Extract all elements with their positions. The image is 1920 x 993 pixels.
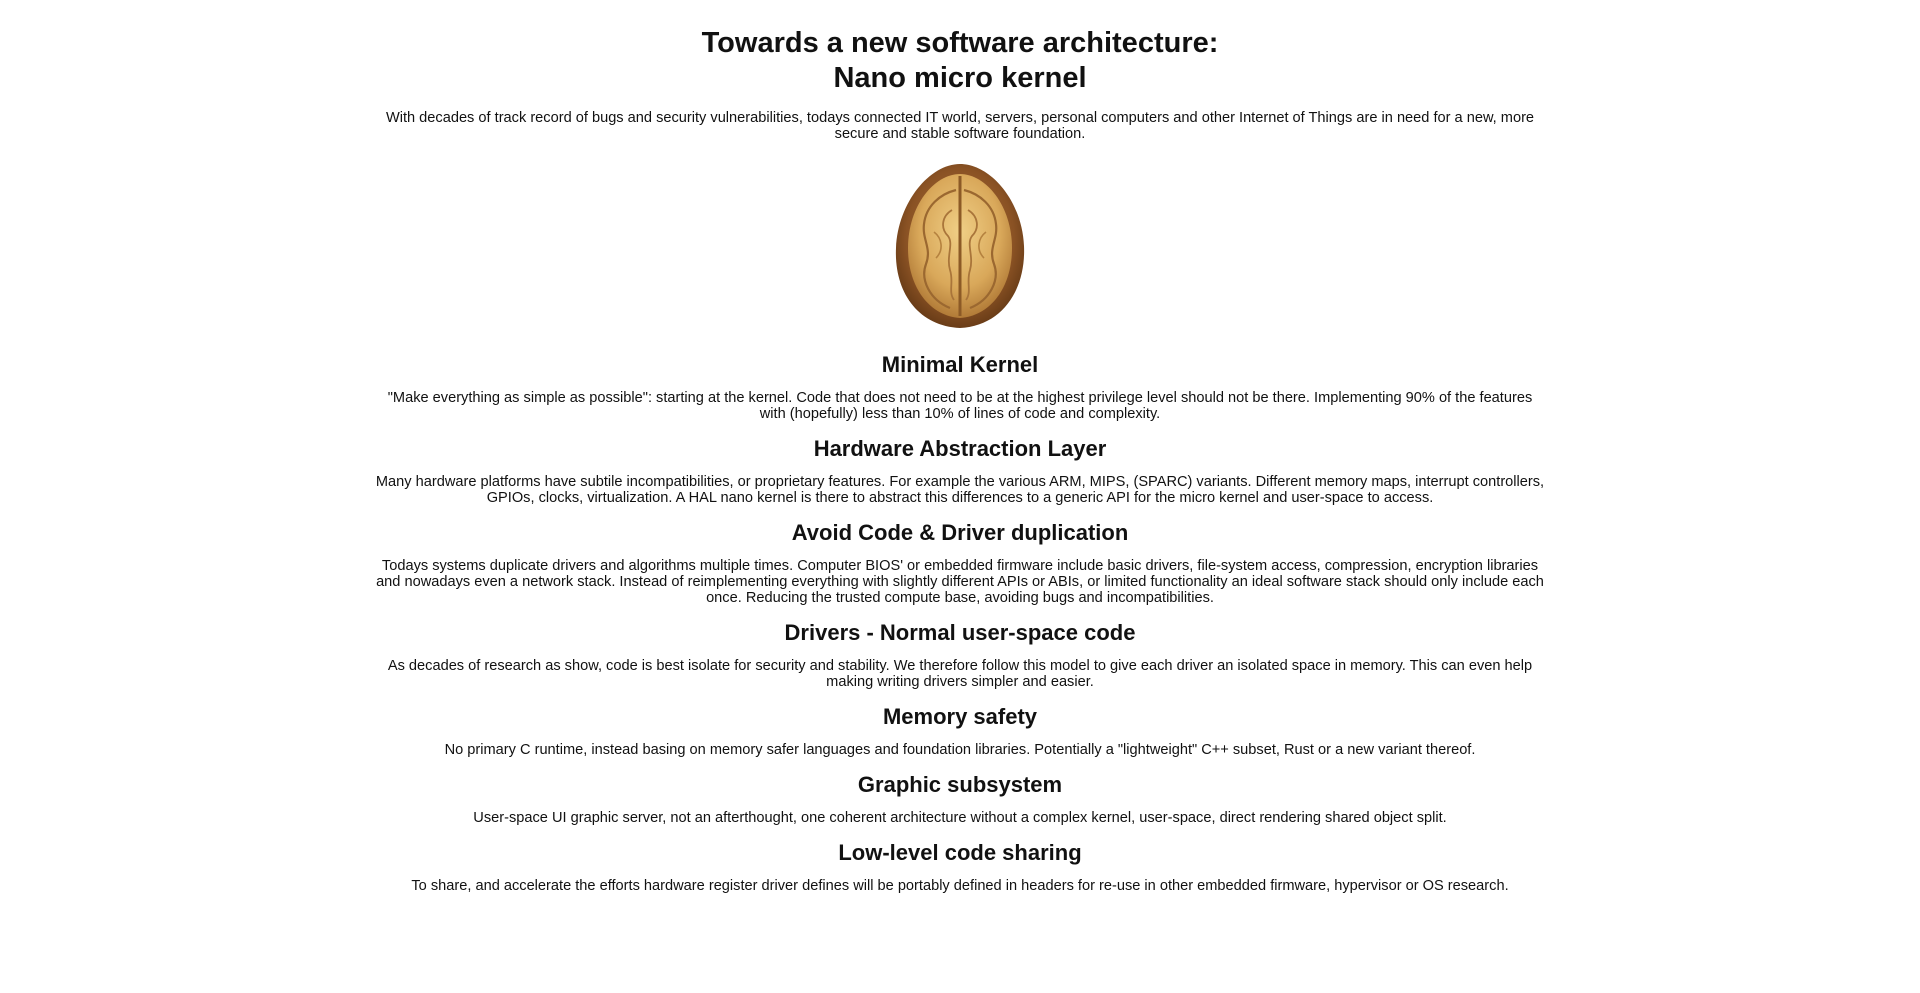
section-avoid-duplication bbox=[375, 520, 1545, 620]
section-title: Memory safety bbox=[882, 704, 1038, 729]
section-text: Todays systems duplicate drivers and algorithms multiple times. Computer BIOS' or embedded firmware include basic drivers, file-system access, compression, encryption libraries and nowadays even a network stack. Instead of reimplementing everything with slightly different APIs or ABIs, or limited functionality an ideal software stack should only include each once. Reducing the trusted compute base, avoiding bugs and incompatibilities. bbox=[376, 558, 1544, 606]
section-title: Drivers - Normal user-space code bbox=[784, 620, 1136, 645]
walnut-icon bbox=[890, 160, 1030, 332]
page-title-line-1: Towards a new software architecture: bbox=[701, 27, 1219, 59]
section-text: No primary C runtime, instead basing on memory safer languages and foundation libraries. Potentially a "lightweight" C++ subset, Rust or a new variant thereof. bbox=[444, 742, 1476, 758]
section-text: "Make everything as simple as possible": starting at the kernel. Code that does not need to be at the highest privilege level should not be there. Implementing 90% of the features with (hopefully) less than 10% of lines of code and complexity. bbox=[387, 390, 1533, 422]
section-minimal-kernel bbox=[375, 352, 1545, 436]
section-memory-safety bbox=[375, 704, 1545, 772]
section-drivers-user-space bbox=[375, 620, 1545, 704]
section-low-level-code-sharing bbox=[375, 840, 1545, 908]
page-title-line-2: Nano micro kernel bbox=[833, 62, 1087, 94]
page-title bbox=[702, 26, 1219, 96]
section-text: To share, and accelerate the efforts hardware register driver defines will be portably defined in headers for re-use in other embedded firmware, hypervisor or OS research. bbox=[411, 878, 1509, 894]
sections bbox=[375, 352, 1545, 908]
section-title: Low-level code sharing bbox=[838, 840, 1082, 865]
section-text: User-space UI graphic server, not an afterthought, one coherent architecture without a complex kernel, user-space, direct rendering shared object split. bbox=[473, 810, 1447, 826]
section-hardware-abstraction-layer bbox=[375, 436, 1545, 520]
section-text: Many hardware platforms have subtile incompatibilities, or proprietary features. For example the various ARM, MIPS, (SPARC) variants. Different memory maps, interrupt controllers, GPIOs, clocks, virtualization. A HAL nano kernel is there to abstract this differences to a generic API for the micro kernel and user-space to access. bbox=[375, 474, 1545, 506]
section-title: Avoid Code & Driver duplication bbox=[791, 520, 1129, 545]
section-text: As decades of research as show, code is best isolate for security and stability. We therefore follow this model to give each driver an isolated space in memory. This can even help making writing drivers simpler and easier. bbox=[387, 658, 1533, 690]
section-title: Graphic subsystem bbox=[857, 772, 1063, 797]
intro-paragraph: With decades of track record of bugs and security vulnerabilities, todays connected IT world, servers, personal computers and other Internet of Things are in need for a new, more secure and stable software foundation. bbox=[385, 110, 1535, 142]
section-title: Hardware Abstraction Layer bbox=[813, 436, 1107, 461]
section-title: Minimal Kernel bbox=[881, 352, 1039, 377]
section-graphic-subsystem bbox=[375, 772, 1545, 840]
